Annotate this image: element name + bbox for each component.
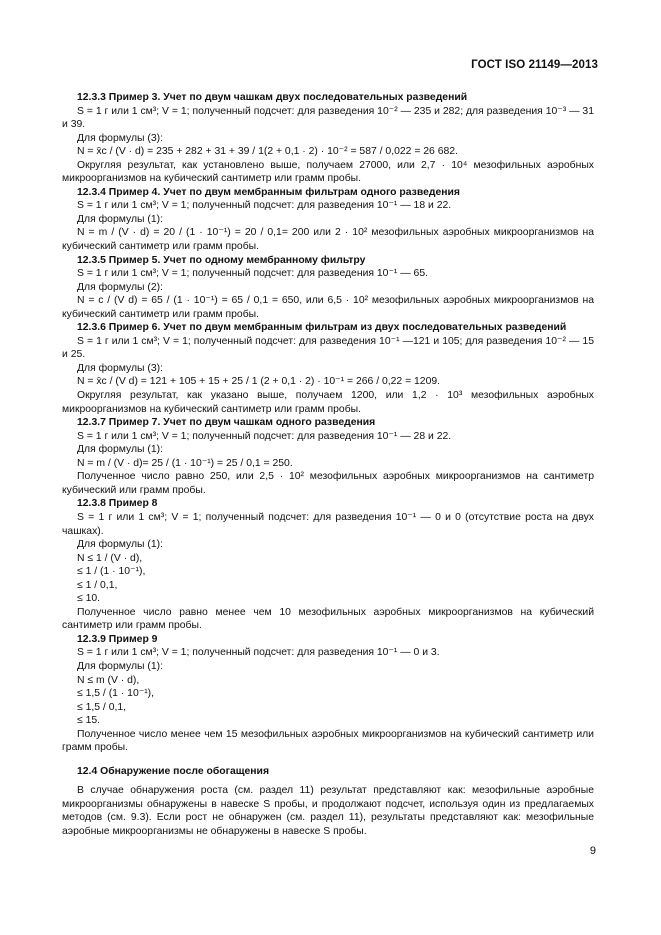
- section-heading-12-3-3: 12.3.3 Пример 3. Учет по двум чашкам двух последовательных разведений: [77, 92, 468, 103]
- example-conditions: S = 1 г или 1 см³; V = 1; полученный подсчет: для разведения 10⁻¹ — 65.: [77, 268, 429, 280]
- formula-reference: Для формулы (1):: [77, 660, 163, 672]
- formula-line: N = c / (V d) = 65 / (1 · 10⁻¹) = 65 / 0,1 = 650, или 6,5 · 10² мезофильных аэробных микроорганизмов на кубический сантиметр или грамм пробы.: [62, 295, 594, 320]
- example-conditions: S = 1 г или 1 см³; V = 1; полученный подсчет: для разведения 10⁻¹ —121 и 105; для разведения 10⁻² — 15 и 25.: [62, 335, 594, 361]
- section-body: В случае обнаружения роста (см. раздел 11) результат представляют как: мезофильные аэробные микроорганизмы обнаружены в навеске S пробы, и продолжают подсчет, используя один из предлагаемых методов (см. 9.3). Если рост не обнаружен (см. раздел 11), результаты представляют как: мезофильные аэробные микроорганизмы не обнаружены в навеске S пробы.: [62, 785, 594, 837]
- example-conditions: S = 1 г или 1 см³; V = 1; полученный подсчет: для разведения 10⁻¹ — 28 и 22.: [77, 430, 452, 442]
- section-heading-12-3-6: 12.3.6 Пример 6. Учет по двум мембранным фильтрам из двух последовательных разведений: [77, 322, 567, 334]
- page-number: 9: [589, 845, 596, 857]
- section-heading-12-3-8: 12.3.8 Пример 8: [77, 498, 158, 510]
- formula-step: ≤ 15.: [77, 715, 101, 727]
- result-text: Полученное число равно 250, или 2,5 · 10² мезофильных аэробных микроорганизмов на сантиметр кубический или грамм пробы.: [62, 471, 594, 496]
- example-conditions: S = 1 г или 1 см³; V = 1; полученный подсчет: для разведения 10⁻¹ — 18 и 22.: [77, 200, 452, 212]
- formula-line: N = x̄c / (V d) = 121 + 105 + 15 + 25 / 1 (2 + 0,1 · 2) · 10⁻¹ = 266 / 0,22 = 1209.: [77, 376, 441, 388]
- section-heading-12-3-7: 12.3.7 Пример 7. Учет по двум чашкам одного разведения: [77, 417, 376, 429]
- formula-line: N = x̄c / (V · d) = 235 + 282 + 31 + 39 / 1(2 + 0,1 · 2) · 10⁻² = 587 / 0,022 = 26 682.: [77, 146, 458, 158]
- formula-step: ≤ 1 / 0,1,: [77, 579, 118, 591]
- section-heading-12-4: 12.4 Обнаружение после обогащения: [77, 765, 270, 777]
- formula-reference: Для формулы (1):: [77, 444, 163, 456]
- document-body: [62, 91, 594, 839]
- result-text: Полученное число менее чем 15 мезофильных аэробных микроорганизмов на кубический сантиметр или грамм пробы.: [62, 728, 594, 754]
- formula-reference: Для формулы (3):: [77, 362, 163, 374]
- result-text: Округляя результат, как указано выше, получаем 1200, или 1,2 · 10³ мезофильных аэробных микроорганизмов на кубический сантиметр или грамм пробы.: [62, 390, 594, 415]
- formula-reference: Для формулы (2):: [77, 281, 163, 293]
- result-text: Полученное число равно менее чем 10 мезофильных аэробных микроорганизмов на кубический сантиметр или грамм пробы.: [62, 606, 594, 632]
- section-heading-12-3-5: 12.3.5 Пример 5. Учет по одному мембранному фильтру: [77, 254, 366, 266]
- formula-step: N ≤ m (V · d),: [77, 674, 140, 686]
- formula-line: N = m / (V · d)= 25 / (1 · 10⁻¹) = 25 / 0,1 = 250.: [77, 457, 293, 469]
- result-text: Округляя результат, как установлено выше, получаем 27000, или 2,7 · 10⁴ мезофильных аэробных микроорганизмов на кубический сантиметр или грамм пробы.: [62, 159, 594, 185]
- formula-step: ≤ 10.: [77, 593, 101, 605]
- formula-reference: Для формулы (1):: [77, 539, 163, 551]
- standard-code: ГОСТ ISO 21149—2013: [471, 59, 598, 71]
- formula-step: ≤ 1 / (1 · 10⁻¹),: [77, 566, 146, 578]
- formula-line: N = m / (V · d) = 20 / (1 · 10⁻¹) = 20 / 0,1= 200 или 2 · 10² мезофильных аэробных микроорганизмов на кубический сантиметр или грамм пробы.: [62, 227, 594, 253]
- formula-step: ≤ 1,5 / (1 · 10⁻¹),: [77, 688, 155, 700]
- example-conditions: S = 1 г или 1 см³; V = 1; полученный подсчет: для разведения 10⁻¹ — 0 и 3.: [77, 647, 440, 659]
- section-heading-12-3-4: 12.3.4 Пример 4. Учет по двум мембранным фильтрам одного разведения: [77, 186, 460, 198]
- formula-reference: Для формулы (3):: [77, 132, 163, 144]
- formula-step: ≤ 1,5 / 0,1,: [77, 701, 127, 713]
- section-heading-12-3-9: 12.3.9 Пример 9: [77, 633, 158, 645]
- example-conditions: S = 1 г или 1 см³; V = 1; полученный подсчет: для разведения 10⁻² — 235 и 282; для разведения 10⁻³ — 31 и 39.: [62, 105, 594, 131]
- formula-reference: Для формулы (1):: [77, 213, 163, 225]
- example-conditions: S = 1 г или 1 см³; V = 1; полученный подсчет: для разведения 10⁻¹ — 0 и 0 (отсутствие роста на двух чашках).: [62, 511, 594, 537]
- formula-step: N ≤ 1 / (V · d),: [77, 552, 143, 564]
